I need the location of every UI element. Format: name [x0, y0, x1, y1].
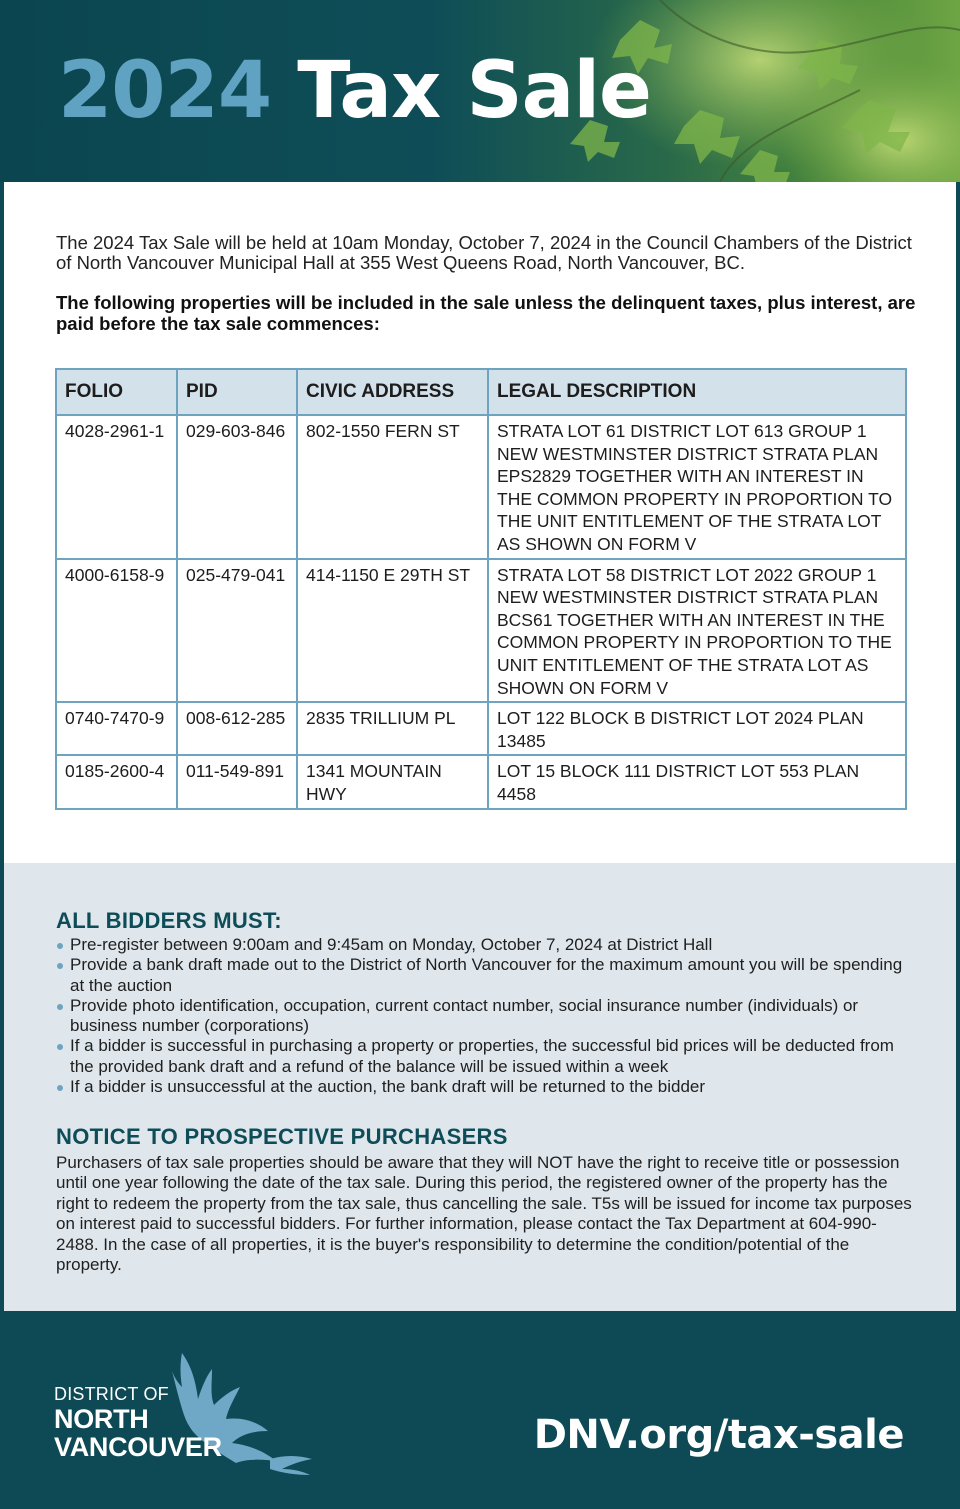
- lead-paragraph: The following properties will be included in the sale unless the delinquent taxes, plus interest, are paid before the tax sale commences:: [56, 292, 916, 334]
- list-item: If a bidder is successful in purchasing a property or properties, the successful bid prices will be deducted from the provided bank draft and a refund of the balance will be issued within a week: [56, 1036, 916, 1077]
- list-item: Pre-register between 9:00am and 9:45am on Monday, October 7, 2024 at District Hall: [56, 935, 916, 955]
- cell-pid: 011-549-891: [177, 755, 297, 808]
- cell-legal-description: LOT 15 BLOCK 111 DISTRICT LOT 553 PLAN 4458: [488, 755, 906, 808]
- page-header: [0, 0, 960, 182]
- intro-paragraph: The 2024 Tax Sale will be held at 10am Monday, October 7, 2024 in the Council Chambers of the District of North Vancouver Municipal Hall at 355 West Queens Road, North Vancouver, BC.: [56, 232, 912, 273]
- cell-folio: 4028-2961-1: [56, 415, 177, 559]
- bidders-heading: ALL BIDDERS MUST:: [56, 908, 282, 933]
- title-text: Tax Sale: [297, 46, 651, 136]
- cell-folio: 4000-6158-9: [56, 559, 177, 703]
- table-row: [56, 415, 906, 559]
- cell-pid: 025-479-041: [177, 559, 297, 703]
- cell-legal-description: LOT 122 BLOCK B DISTRICT LOT 2024 PLAN 13485: [488, 702, 906, 755]
- logo-text-north: NORTH: [54, 1404, 149, 1434]
- page-title: [58, 42, 651, 140]
- district-logo: [52, 1347, 342, 1477]
- table-row: [56, 755, 906, 808]
- cell-folio: 0185-2600-4: [56, 755, 177, 808]
- cell-legal-description: STRATA LOT 58 DISTRICT LOT 2022 GROUP 1 NEW WESTMINSTER DISTRICT STRATA PLAN BCS61 TOGETHER WITH AN INTEREST IN THE COMMON PROPERTY IN PROPORTION TO THE UNIT ENTITLEMENT OF THE STRATA LOT AS SHOWN ON FORM V: [488, 559, 906, 703]
- cell-legal-description: STRATA LOT 61 DISTRICT LOT 613 GROUP 1 NEW WESTMINSTER DISTRICT STRATA PLAN EPS2829 TOGETHER WITH AN INTEREST IN THE COMMON PROPERTY IN PROPORTION TO THE UNIT ENTITLEMENT OF THE STRATA LOT AS SHOWN ON FORM V: [488, 415, 906, 559]
- cell-folio: 0740-7470-9: [56, 702, 177, 755]
- table-header-row: [56, 369, 906, 415]
- cell-pid: 029-603-846: [177, 415, 297, 559]
- logo-text-district-of: DISTRICT OF: [54, 1384, 169, 1404]
- header-folio: FOLIO: [56, 369, 177, 415]
- list-item: Provide photo identification, occupation, current contact number, social insurance number (individuals) or business number (corporations): [56, 996, 916, 1037]
- list-item: If a bidder is unsuccessful at the auction, the bank draft will be returned to the bidder: [56, 1077, 916, 1097]
- logo-text-vancouver: VANCOUVER: [54, 1432, 222, 1462]
- info-panel: [4, 863, 956, 1311]
- cell-civic-address: 2835 TRILLIUM PL: [297, 702, 488, 755]
- title-year: 2024: [58, 46, 272, 136]
- cell-civic-address: 414-1150 E 29TH ST: [297, 559, 488, 703]
- notice-paragraph: Purchasers of tax sale properties should be aware that they will NOT have the right to receive title or possession until one year following the date of the tax sale. During this period, the registered owner of the property has the right to redeem the property from the tax sale, thus cancelling the sale. T5s will be issued for income tax purposes on interest paid to successful bidders. For further information, please contact the Tax Department at 604-990-2488. In the case of all properties, it is the buyer's responsibility to determine the condition/potential of the property.: [56, 1153, 912, 1275]
- header-civic-address: CIVIC ADDRESS: [297, 369, 488, 415]
- website-url: DNV.org/tax-sale: [533, 1412, 904, 1458]
- properties-table: [55, 368, 907, 810]
- list-item: Provide a bank draft made out to the District of North Vancouver for the maximum amount you will be spending at the auction: [56, 955, 916, 996]
- cell-pid: 008-612-285: [177, 702, 297, 755]
- bidders-list: [56, 935, 916, 1097]
- header-legal-description: LEGAL DESCRIPTION: [488, 369, 906, 415]
- table-row: [56, 702, 906, 755]
- cell-civic-address: 1341 MOUNTAIN HWY: [297, 755, 488, 808]
- page-footer: [0, 1311, 960, 1509]
- cell-civic-address: 802-1550 FERN ST: [297, 415, 488, 559]
- main-content: [4, 182, 956, 863]
- table-row: [56, 559, 906, 703]
- header-pid: PID: [177, 369, 297, 415]
- notice-heading: NOTICE TO PROSPECTIVE PURCHASERS: [56, 1124, 508, 1149]
